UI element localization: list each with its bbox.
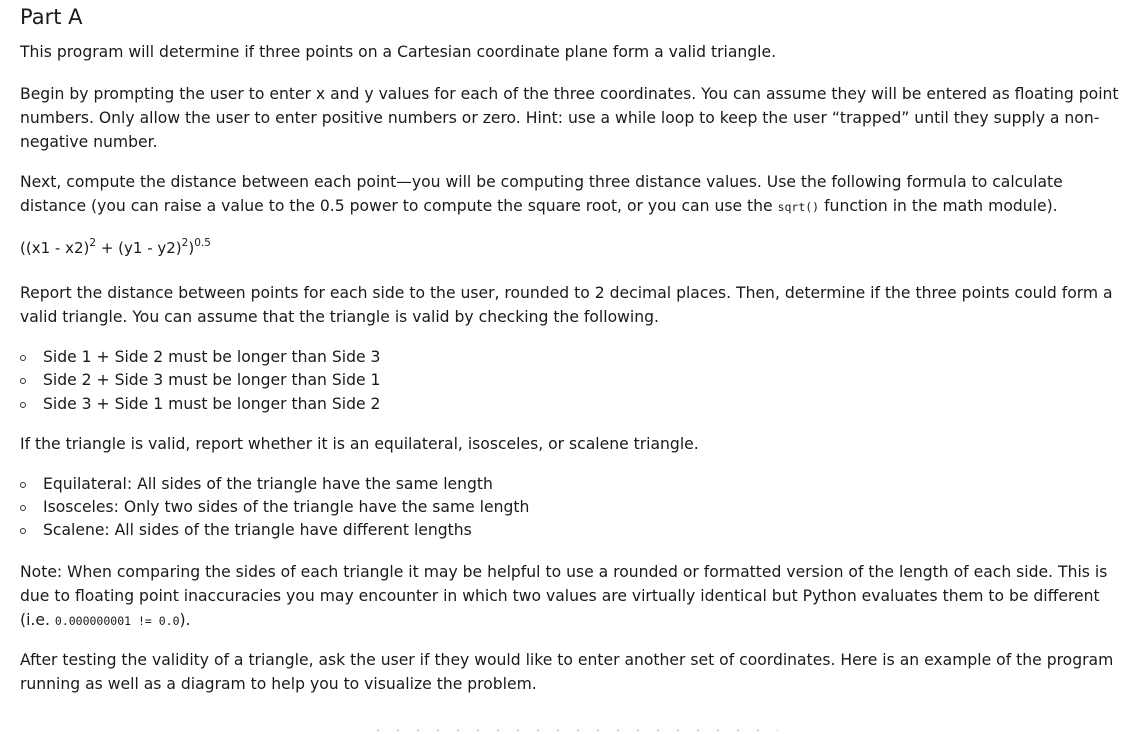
after-testing-paragraph: After testing the validity of a triangle, ask the user if they would like to enter another set of coordinates. Here is an example of the program running as well as a diagram to help you to visualize the problem.: [20, 650, 1114, 693]
formula-exponent-1: 2: [89, 237, 97, 249]
formula-part-2: + (y1 - y2): [96, 239, 182, 257]
list-item: [20, 473, 1130, 496]
list-item: [20, 393, 1130, 416]
note-text-start: Note: When comparing the sides of each triangle it may be helpful to use a rounded or formatted version of the length of each side. This is due to floating point inaccuracies you may encounter in which two values are virtually identical but Python evaluates them to be different (i.e.: [20, 562, 1108, 629]
list-item-text: Isosceles: Only two sides of the triangle have the same length: [43, 498, 530, 517]
prompting-paragraph: Begin by prompting the user to enter x and y values for each of the three coordinates. You can assume they will be entered as floating point numbers. Only allow the user to enter positive numbers or zero. Hint: use a while loop to keep the user “trapped” until they supply a non-negative number.: [20, 85, 1119, 151]
float-compare-code: 0.000000001 != 0.0: [54, 613, 180, 628]
bullet-icon: [20, 528, 26, 534]
bullet-icon: [20, 505, 26, 511]
sqrt-code: sqrt(): [777, 200, 820, 214]
report-paragraph: Report the distance between points for each side to the user, rounded to 2 decimal places. Then, determine if the three points could form a valid triangle. You can assume that the triangle is valid by checking the following.: [20, 284, 1113, 326]
list-item: [20, 496, 1130, 519]
note-paragraph: [20, 560, 1130, 633]
page-title: Part A: [20, 5, 83, 29]
list-item: [20, 346, 1130, 369]
bullet-icon: [20, 402, 26, 408]
note-text-end: ).: [179, 610, 191, 629]
list-item-text: Equilateral: All sides of the triangle have the same length: [43, 474, 493, 493]
distance-text-end: function in the math module).: [819, 197, 1058, 215]
formula-exponent-2: 2: [181, 237, 189, 249]
distance-paragraph: [20, 170, 1130, 219]
bullet-icon: [20, 378, 26, 384]
valid-types-paragraph: If the triangle is valid, report whether it is an equilateral, isosceles, or scalene triangle.: [20, 434, 699, 453]
list-item-text: Side 1 + Side 2 must be longer than Side 3: [43, 348, 381, 366]
intro-paragraph: This program will determine if three points on a Cartesian coordinate plane form a valid triangle.: [20, 43, 777, 61]
distance-formula: [20, 236, 1130, 260]
list-item: [20, 369, 1130, 392]
divider: [368, 729, 778, 732]
formula-exponent-3: 0.5: [194, 237, 211, 249]
validity-rules-list: [20, 346, 1130, 416]
formula-part-3: ): [188, 239, 195, 257]
list-item-text: Side 3 + Side 1 must be longer than Side 2: [43, 394, 381, 413]
list-item: [20, 519, 1130, 542]
list-item-text: Scalene: All sides of the triangle have different lengths: [43, 521, 472, 540]
list-item-text: Side 2 + Side 3 must be longer than Side 1: [43, 371, 381, 390]
bullet-icon: [20, 482, 26, 488]
assignment-document: [20, 0, 1130, 696]
formula-part-1: ((x1 - x2): [20, 239, 90, 257]
distance-text-start: Next, compute the distance between each point—you will be computing three distance values. Use the following formula to calculate distance (you can raise a value to the 0.5 power to compute the square root, or you can use the: [20, 173, 1063, 215]
triangle-types-list: [20, 473, 1130, 543]
bullet-icon: [20, 355, 26, 361]
